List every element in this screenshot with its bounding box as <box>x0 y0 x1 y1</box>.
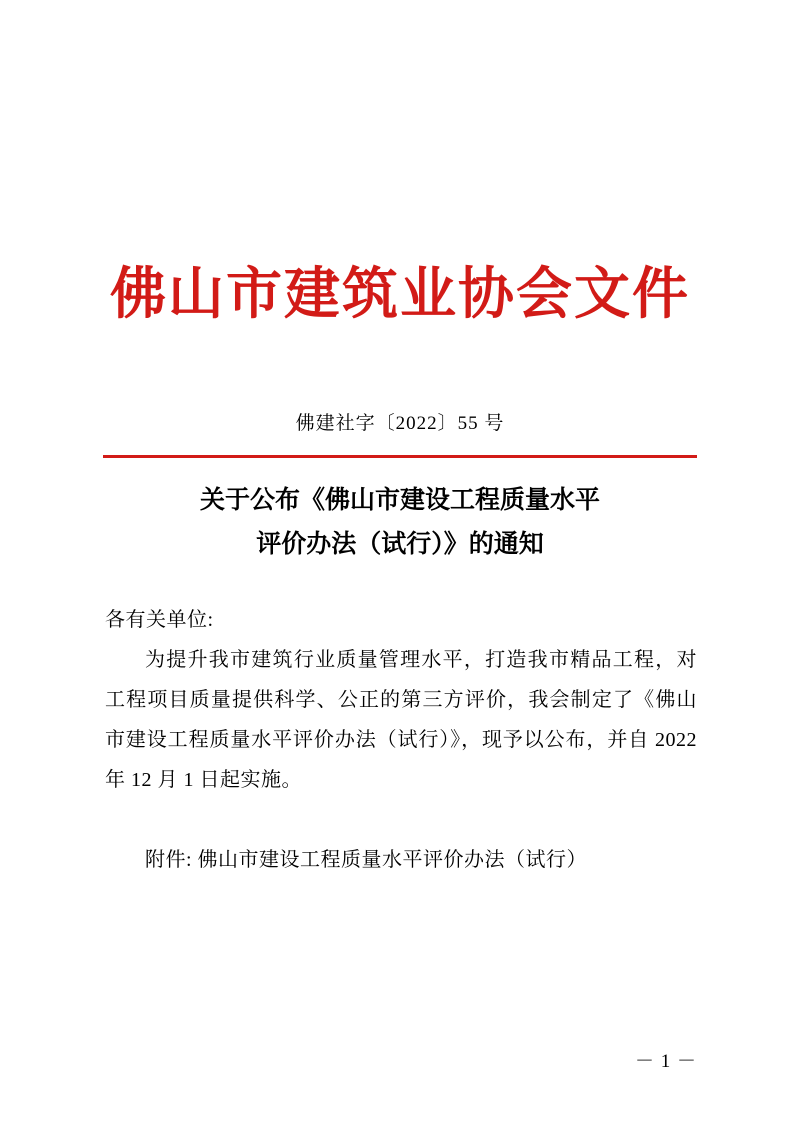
document-body <box>105 600 697 880</box>
document-title-line-2: 评价办法（试行）》的通知 <box>256 528 544 558</box>
page-number: － 1 － <box>634 1051 697 1072</box>
document-title-line-1: 关于公布《佛山市建设工程质量水平 <box>199 485 600 514</box>
document-masthead-title: 佛山市建筑业协会文件 <box>110 261 690 327</box>
body-paragraph-1: 为提升我市建筑行业质量管理水平，打造我市精品工程，对工程项目质量提供科学、公正的第三方评价，我会制定了《佛山市建设工程质量水平评价办法（试行）》，现予以公布，并自 2022 年 12 月 1 日起实施。 <box>105 649 697 791</box>
body-salutation: 各有关单位: <box>105 609 214 631</box>
document-title <box>0 478 800 566</box>
body-attachment-line: 附件: 佛山市建设工程质量水平评价办法（试行） <box>145 849 588 871</box>
document-reference-number: 佛建社字〔2022〕55 号 <box>295 413 505 434</box>
red-divider-rule <box>103 455 697 458</box>
